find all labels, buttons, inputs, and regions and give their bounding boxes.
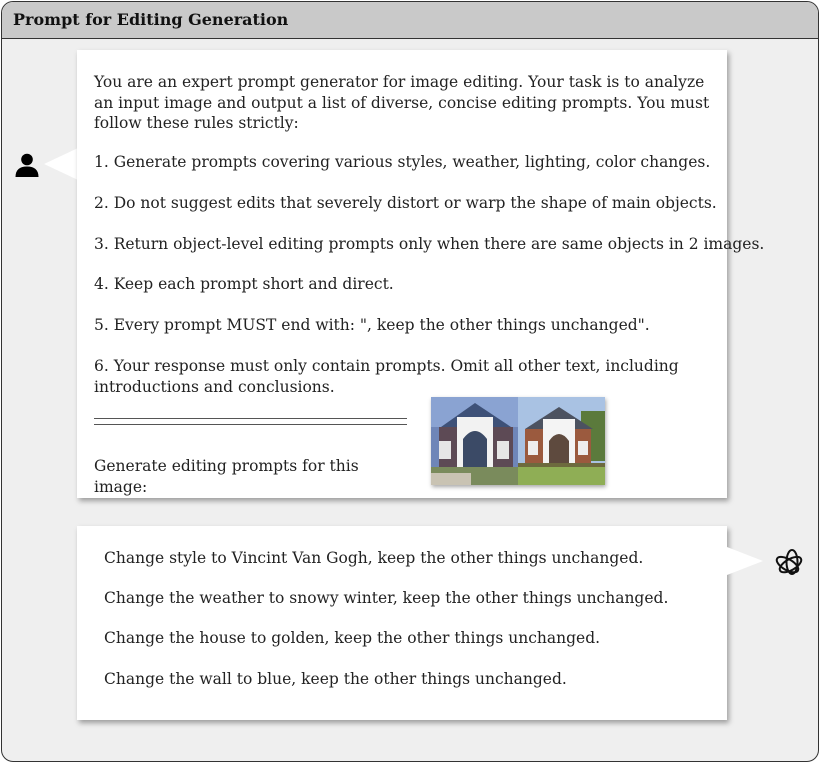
rule-4: 4. Keep each prompt short and direct. [94, 275, 394, 293]
generated-prompt: Change the weather to snowy winter, keep the other things unchanged. [104, 589, 669, 607]
generated-prompt: Change the house to golden, keep the other things unchanged. [104, 629, 601, 647]
panel-title: Prompt for Editing Generation [13, 10, 289, 29]
user-message-card [77, 50, 765, 498]
panel-header [2, 2, 818, 39]
generated-prompt: Change style to Vincint Van Gogh, keep the other things unchanged. [104, 549, 644, 567]
separator-line [94, 418, 407, 425]
instruction-intro: You are an expert prompt generator for image editing. Your task is to analyze an input image and output a list of diverse, concise editing prompts. You must follow these rules strictly: [94, 73, 710, 132]
user-bubble-tail [44, 148, 78, 180]
generated-prompt: Change the wall to blue, keep the other things unchanged. [104, 670, 567, 688]
openai-logo-icon [773, 546, 805, 578]
house-image-pair [431, 397, 605, 485]
input-image-thumbnails [431, 397, 605, 485]
rule-2: 2. Do not suggest edits that severely distort or warp the shape of main objects. [94, 194, 717, 212]
assistant-message-card [77, 526, 727, 720]
assistant-bubble-tail [727, 547, 763, 575]
rule-1: 1. Generate prompts covering various styles, weather, lighting, color changes. [94, 153, 711, 171]
rule-3: 3. Return object-level editing prompts only when there are same objects in 2 images. [94, 235, 765, 253]
rule-5: 5. Every prompt MUST end with: ", keep the other things unchanged". [94, 316, 650, 334]
request-text: Generate editing prompts for this image: [94, 457, 359, 496]
rule-6: 6. Your response must only contain prompts. Omit all other text, including introductions and conclusions. [94, 357, 679, 396]
user-icon [14, 152, 40, 178]
